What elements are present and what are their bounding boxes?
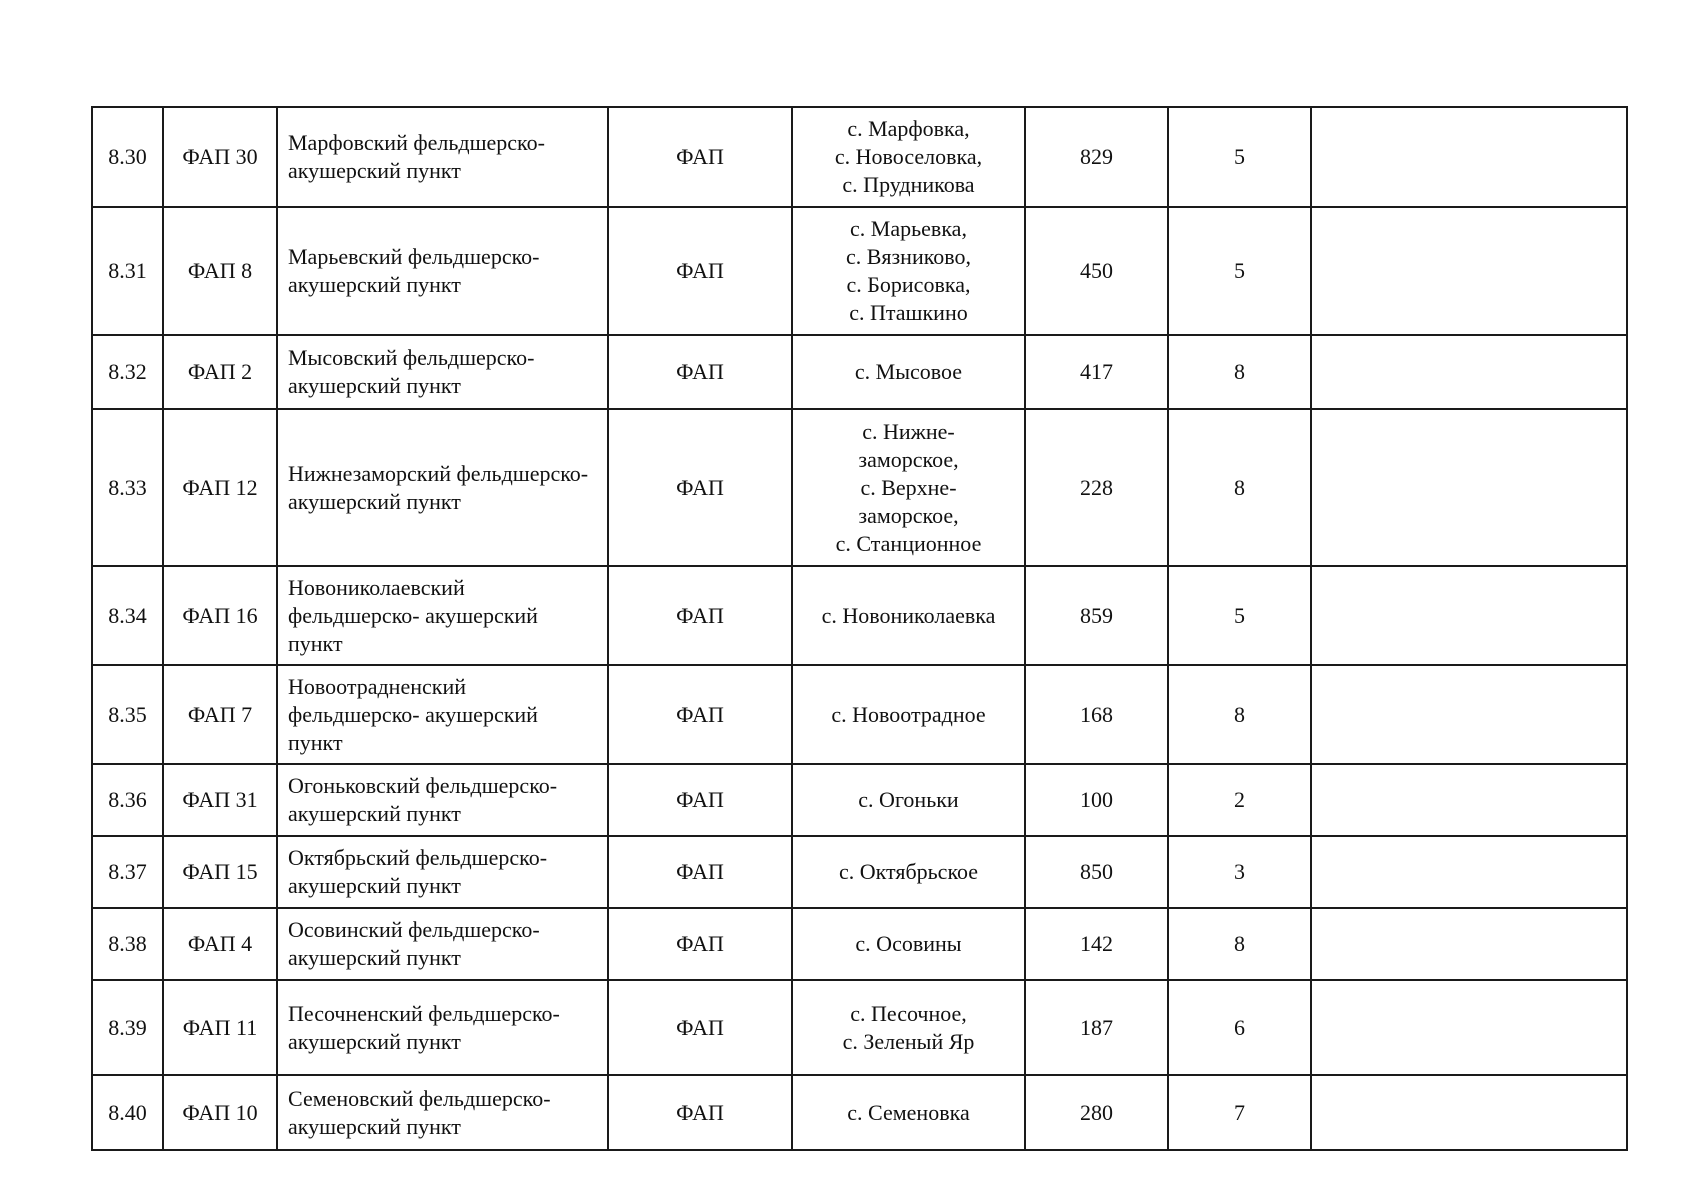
population-cell: 859 (1025, 566, 1168, 665)
population-cell: 142 (1025, 908, 1168, 980)
station-code-cell: ФАП 8 (163, 207, 277, 335)
locality-line: с. Нижне- (862, 418, 955, 444)
population-cell: 417 (1025, 335, 1168, 409)
row-number-cell: 8.36 (92, 764, 163, 836)
station-name-cell: Новоотрадненский фельдшерско- акушерский пункт (277, 665, 608, 764)
count-cell: 3 (1168, 836, 1311, 908)
row-number-cell: 8.32 (92, 335, 163, 409)
table-row (92, 107, 1627, 207)
station-code-cell: ФАП 12 (163, 409, 277, 566)
notes-cell (1311, 980, 1627, 1075)
notes-cell (1311, 1075, 1627, 1150)
locality-line: с. Марьевка, (850, 216, 967, 241)
localities-cell (792, 409, 1025, 566)
locality-line: с. Вязниково, (845, 244, 972, 269)
station-type-cell: ФАП (608, 980, 792, 1075)
localities-cell (792, 566, 1025, 665)
population-cell: 850 (1025, 836, 1168, 908)
station-code-cell: ФАП 7 (163, 665, 277, 764)
localities-cell (792, 908, 1025, 980)
row-number-cell: 8.30 (92, 107, 163, 207)
station-type-cell: ФАП (608, 207, 792, 335)
station-name-cell: Октябрьский фельдшерско-акушерский пункт (277, 836, 608, 908)
station-type-cell: ФАП (608, 1075, 792, 1150)
station-name-cell: Марьевский фельдшерско-акушерский пункт (277, 207, 608, 335)
row-number-cell: 8.34 (92, 566, 163, 665)
locality-line: с. Осовины (855, 931, 962, 956)
station-name-cell: Песочненский фельдшерско- акушерский пункт (277, 980, 608, 1075)
row-number-cell: 8.31 (92, 207, 163, 335)
localities-cell (792, 764, 1025, 836)
row-number-cell: 8.35 (92, 665, 163, 764)
localities-cell (792, 335, 1025, 409)
station-name-cell: Марфовский фельдшерско-акушерский пункт (277, 107, 608, 207)
table-row (92, 207, 1627, 335)
table-row (92, 908, 1627, 980)
count-cell: 8 (1168, 665, 1311, 764)
notes-cell (1311, 107, 1627, 207)
locality-line: с. Октябрьское (838, 859, 979, 884)
station-code-cell: ФАП 15 (163, 836, 277, 908)
table-row (92, 1075, 1627, 1150)
notes-cell (1311, 764, 1627, 836)
station-name-cell: Мысовский фельдшерско-акушерский пункт (277, 335, 608, 409)
station-code-cell: ФАП 30 (163, 107, 277, 207)
row-number-cell: 8.37 (92, 836, 163, 908)
station-type-cell: ФАП (608, 764, 792, 836)
locality-line: с. Прудникова (842, 172, 975, 197)
localities-cell (792, 665, 1025, 764)
locality-line: с. Песочное, (850, 1000, 967, 1026)
locality-line: с. Станционное (835, 530, 982, 556)
localities-cell (792, 207, 1025, 335)
station-code-cell: ФАП 2 (163, 335, 277, 409)
count-cell: 5 (1168, 207, 1311, 335)
population-cell: 829 (1025, 107, 1168, 207)
locality-line: заморское, (858, 446, 959, 472)
notes-cell (1311, 836, 1627, 908)
row-number-cell: 8.33 (92, 409, 163, 566)
locality-line: с. Верхне- (860, 474, 957, 500)
table-row (92, 335, 1627, 409)
population-cell: 228 (1025, 409, 1168, 566)
station-code-cell: ФАП 11 (163, 980, 277, 1075)
row-number-cell: 8.38 (92, 908, 163, 980)
locality-line: заморское, (858, 502, 959, 528)
population-cell: 450 (1025, 207, 1168, 335)
station-type-cell: ФАП (608, 665, 792, 764)
locality-line: с. Семеновка (847, 1099, 970, 1125)
station-type-cell: ФАП (608, 836, 792, 908)
locality-line: с. Огоньки (858, 787, 959, 812)
table-row (92, 566, 1627, 665)
table-body (92, 107, 1627, 1150)
station-name-cell: Нижнезаморский фельдшерско- акушерский пункт (277, 409, 608, 566)
population-cell: 168 (1025, 665, 1168, 764)
station-type-cell: ФАП (608, 566, 792, 665)
notes-cell (1311, 409, 1627, 566)
locality-line: с. Мысовое (854, 359, 963, 384)
locality-line: с. Новоотрадное (831, 701, 986, 727)
population-cell: 187 (1025, 980, 1168, 1075)
locality-line: с. Борисовка, (846, 272, 971, 297)
station-name-cell: Огоньковский фельдшерско-акушерский пункт (277, 764, 608, 836)
notes-cell (1311, 207, 1627, 335)
localities-cell (792, 107, 1025, 207)
station-code-cell: ФАП 4 (163, 908, 277, 980)
locality-line: с. Марфовка, (847, 116, 970, 141)
station-type-cell: ФАП (608, 908, 792, 980)
count-cell: 6 (1168, 980, 1311, 1075)
count-cell: 5 (1168, 566, 1311, 665)
locality-line: с. Пташкино (849, 300, 968, 325)
table-row (92, 836, 1627, 908)
locality-line: с. Новониколаевка (821, 602, 996, 628)
table-row (92, 764, 1627, 836)
localities-cell (792, 1075, 1025, 1150)
notes-cell (1311, 665, 1627, 764)
notes-cell (1311, 908, 1627, 980)
station-code-cell: ФАП 16 (163, 566, 277, 665)
station-type-cell: ФАП (608, 107, 792, 207)
station-name-cell: Семеновский фельдшерско-акушерский пункт (277, 1075, 608, 1150)
count-cell: 7 (1168, 1075, 1311, 1150)
station-type-cell: ФАП (608, 409, 792, 566)
row-number-cell: 8.39 (92, 980, 163, 1075)
notes-cell (1311, 335, 1627, 409)
station-name-cell: Новониколаевский фельдшерско- акушерский пункт (277, 566, 608, 665)
locality-line: с. Новоселовка, (834, 144, 983, 169)
row-number-cell: 8.40 (92, 1075, 163, 1150)
count-cell: 8 (1168, 409, 1311, 566)
table-row (92, 409, 1627, 566)
localities-cell (792, 980, 1025, 1075)
localities-cell (792, 836, 1025, 908)
locality-line: с. Зеленый Яр (842, 1028, 975, 1054)
count-cell: 8 (1168, 908, 1311, 980)
station-name-cell: Осовинский фельдшерско-акушерский пункт (277, 908, 608, 980)
count-cell: 2 (1168, 764, 1311, 836)
count-cell: 8 (1168, 335, 1311, 409)
station-code-cell: ФАП 31 (163, 764, 277, 836)
population-cell: 100 (1025, 764, 1168, 836)
population-cell: 280 (1025, 1075, 1168, 1150)
notes-cell (1311, 566, 1627, 665)
station-code-cell: ФАП 10 (163, 1075, 277, 1150)
count-cell: 5 (1168, 107, 1311, 207)
table-row (92, 980, 1627, 1075)
medical-stations-table (91, 106, 1628, 1151)
table-row (92, 665, 1627, 764)
station-type-cell: ФАП (608, 335, 792, 409)
